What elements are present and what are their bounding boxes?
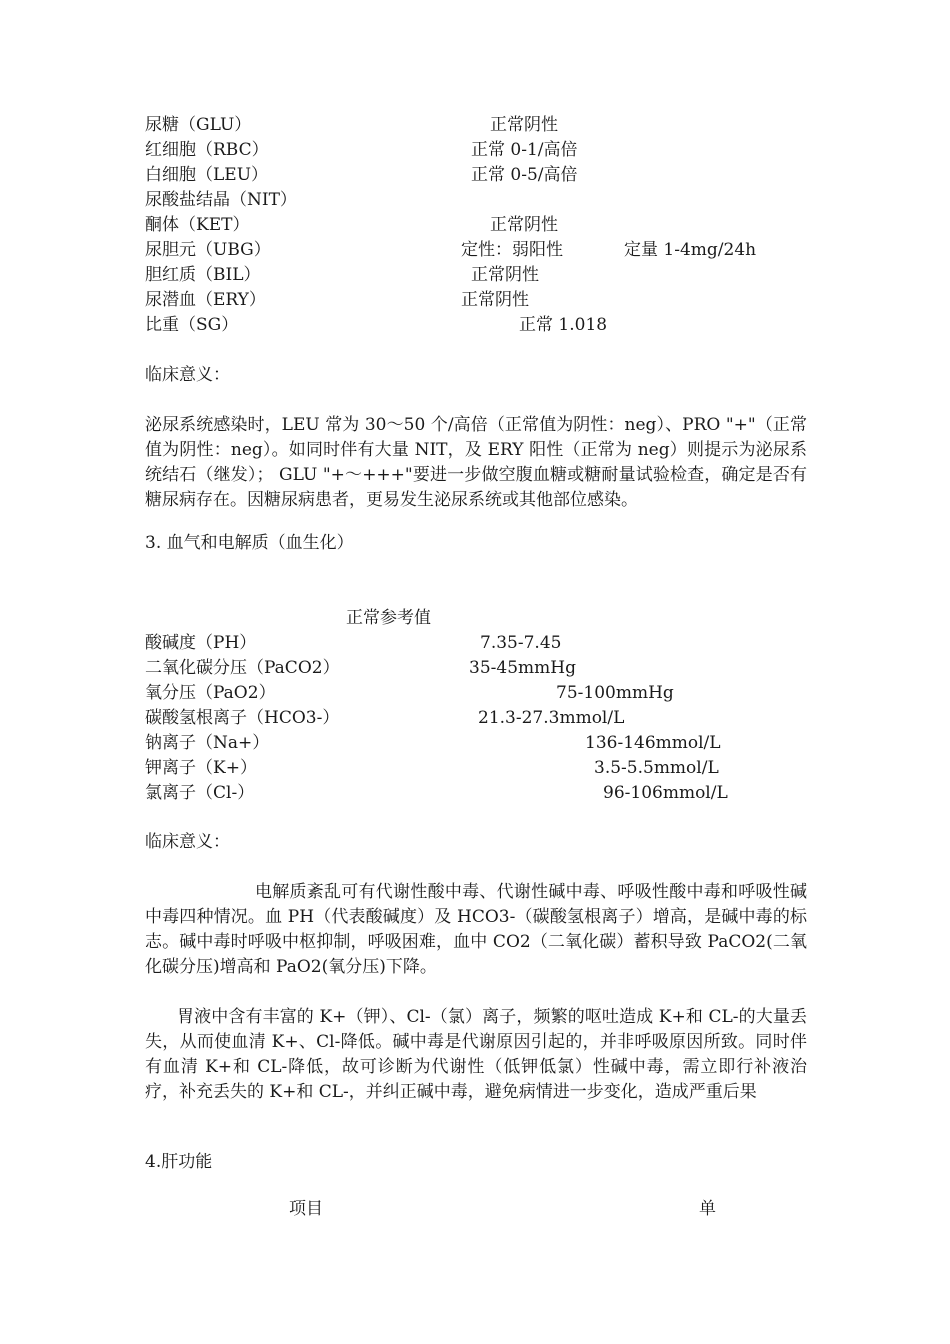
blood-gas-row-name: 碳酸氢根离子（HCO3-） (145, 708, 340, 728)
blood-gas-row-name: 钾离子（K+） (145, 758, 257, 778)
blood-gas-ref-header: 正常参考值 (346, 608, 431, 628)
liver-col-unit: 单 (699, 1199, 716, 1219)
blood-gas-clinical-label: 临床意义： (145, 832, 230, 852)
blood-gas-row-value: 3.5-5.5mmol/L (594, 758, 719, 778)
urine-row-value: 正常 1.018 (519, 315, 608, 335)
urine-row-name: 红细胞（RBC） (145, 140, 269, 160)
section-heading-liver: 4.肝功能 (145, 1152, 213, 1172)
blood-gas-clinical-paragraph-2: 胃液中含有丰富的 K+（钾）、Cl-（氯）离子，频繁的呕吐造成 K+和 CL-的大量丢失，从而使血清 K+、Cl-降低。碱中毒是代谢原因引起的，并非呼吸原因所致。同时伴有血清 K+和 CL-降低，故可诊断为代谢性（低钾低氯）性碱中毒，需立即行补液治疗，补充丢失的 K+和 CL-，并纠正碱中毒，避免病情进一步变化，造成严重后果 (145, 1007, 807, 1102)
urine-row-name: 比重（SG） (145, 315, 239, 335)
urine-row-value: 定性：弱阳性 (461, 240, 563, 260)
urine-row-name: 尿酸盐结晶（NIT） (145, 190, 297, 210)
urine-row-value-quantitative: 定量 1-4mg/24h (624, 240, 757, 260)
urine-row-name: 尿潜血（ERY） (145, 290, 266, 310)
blood-gas-row-value: 7.35-7.45 (480, 633, 562, 653)
blood-gas-row-value: 35-45mmHg (469, 658, 576, 678)
blood-gas-clinical-paragraph-1: 电解质紊乱可有代谢性酸中毒、代谢性碱中毒、呼吸性酸中毒和呼吸性碱中毒四种情况。血 PH（代表酸碱度）及 HCO3-（碳酸氢根离子）增高，是碱中毒的标志。碱中毒时呼吸中枢抑制，呼吸困难，血中 CO2（二氧化碳）蓄积导致 PaCO2(二氧化碳分压)增高和 PaO2(氧分压)下降。 (145, 882, 807, 977)
urine-row-value: 正常阴性 (461, 290, 529, 310)
urine-row-value: 正常 0-1/高倍 (471, 140, 578, 160)
blood-gas-row-value: 75-100mmHg (556, 683, 674, 703)
blood-gas-row-value: 21.3-27.3mmol/L (478, 708, 625, 728)
blood-gas-row-name: 二氧化碳分压（PaCO2） (145, 658, 340, 678)
blood-gas-row-name: 氧分压（PaO2） (145, 683, 276, 703)
urine-row-value: 正常阴性 (471, 265, 539, 285)
blood-gas-row-value: 96-106mmol/L (603, 783, 728, 803)
urine-row-name: 酮体（KET） (145, 215, 250, 235)
blood-gas-row-name: 钠离子（Na+） (145, 733, 270, 753)
urine-row-name: 胆红质（BIL） (145, 265, 261, 285)
section-heading-blood-gas: 3. 血气和电解质（血生化） (145, 533, 354, 553)
urine-row-value: 正常阴性 (490, 115, 558, 135)
blood-gas-row-name: 酸碱度（PH） (145, 633, 257, 653)
blood-gas-row-value: 136-146mmol/L (585, 733, 721, 753)
urine-row-value: 正常 0-5/高倍 (471, 165, 578, 185)
urine-row-name: 白细胞（LEU） (145, 165, 269, 185)
urine-row-value: 正常阴性 (490, 215, 558, 235)
urine-clinical-label: 临床意义： (145, 365, 230, 385)
liver-col-item: 项目 (289, 1199, 323, 1219)
urine-row-name: 尿糖（GLU） (145, 115, 252, 135)
urine-clinical-text: 泌尿系统感染时，LEU 常为 30～50 个/高倍（正常值为阴性：neg）、PRO "+"（正常值为阴性：neg）。如同时伴有大量 NIT，及 ERY 阳性（正常为 neg）则提示为泌尿系统结石（继发）； GLU "+～+++"要进一步做空腹血糖或糖耐量试验检查，确定是否有糖尿病存在。因糖尿病患者，更易发生泌尿系统或其他部位感染。 (145, 415, 807, 510)
urine-row-name: 尿胆元（UBG） (145, 240, 271, 260)
blood-gas-row-name: 氯离子（Cl-） (145, 783, 255, 803)
